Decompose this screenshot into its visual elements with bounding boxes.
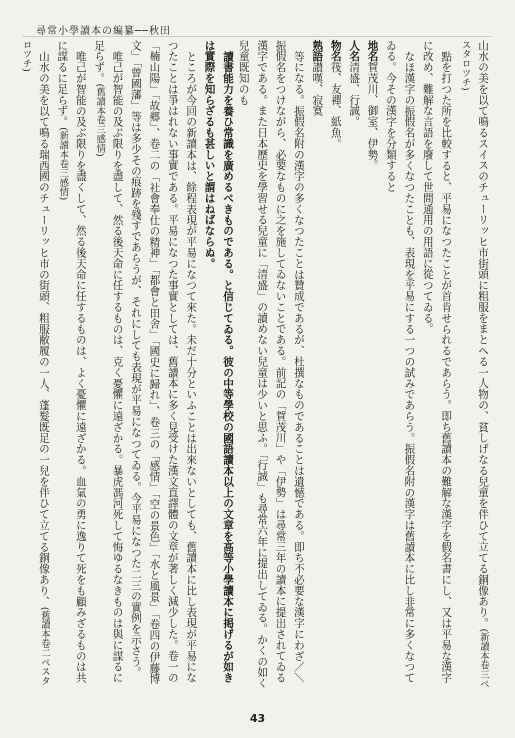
paragraph-text: 山水の美を以て鳴る瑞西國のチューリッヒ市の街頭、粗服敝履の一人、蓬髮既足の一兒を伴ひて立てる銅像あり、 xyxy=(37,50,50,607)
paragraph-statue-new xyxy=(455,40,492,690)
example-words: 清盛、行誠。 xyxy=(348,61,361,128)
paragraph-statue-old xyxy=(16,40,53,690)
right-column xyxy=(237,40,492,690)
citation: (新讀本卷三ペスタロツチ) xyxy=(459,40,489,689)
example-label: 人名 xyxy=(348,40,361,62)
paragraph-opening: 讀書能力を養ひ常識を廣めるべきものである。と信じてゐる。彼の中等學校の國語讀本以上の文章を高等小學讀本に掲げるが如きは實際を知らざるも甚しいと謂はねばならぬ。 xyxy=(203,40,234,683)
example-label: 物名 xyxy=(329,40,342,62)
example-words: 讃嘆、寂寞 xyxy=(311,61,324,117)
paragraph-critique: 等になる。振假名附の漢字の多くなつたことは贊成であるが、杜撰なものであることは遺憾である。即ち不必要な漢字にわざ／＼振假名をつけながら、必要なものに之を施してゐないことである。前記の「賀茂川」や「伊勢」は尋常三年の讀本に提出されてゐる漢字である。また日本歷史を學習せる兒童に「清盛」の讀めない兒童は少いと思ふ。「行誠」も尋常六年に提出してゐる。かくの如く兒童既知のも xyxy=(237,40,305,689)
left-column xyxy=(22,40,237,690)
example-row-idiom xyxy=(308,40,326,690)
example-label: 地名 xyxy=(366,40,379,62)
example-words: 筏、友禪、紙魚。 xyxy=(329,61,342,150)
paragraph-comparison: 點を打つた所を比較すると、平易になつたことが首肯せられるであらう。即ち舊讀本の難解な漢字を假名書にし、又は平易な漢字に改め、難解な言語を廢して世間通用の用語に從つてゐる。 xyxy=(421,40,453,683)
citation: (舊讀本卷二ペスタロツチ) xyxy=(20,40,50,686)
paragraph-quote-new xyxy=(53,40,90,690)
citation: (新讀本卷三感情) xyxy=(57,127,69,201)
paragraph-text: 唯己が智能の及ぶ限りを盡くして、然る後天命に任するものは、よく憂懼に遠ざかる。血氣の勇に逸りて死をも顧みざるものは共に謀るに足らず。 xyxy=(56,40,87,683)
text-frame xyxy=(22,40,492,690)
example-words: 賀茂川、御室、伊勢。 xyxy=(366,61,379,171)
citation: (舊讀本卷三感情) xyxy=(94,83,106,157)
example-row-place xyxy=(363,40,381,690)
paragraph-furigana: なほ漢字の振假名が多くなつたことも、表現を平易にする一つの試みであらう。振假名附の漢字は舊讀本に比し非常に多くなつてゐる。今その漢字を分類すると xyxy=(384,40,416,683)
example-row-object xyxy=(326,40,344,690)
paragraph-text: 唯己が智能の及ぶ限りを盡して、然る後天命に任するものは、克く憂懼に遠ざかる。暴虎馮河死して悔ゆるなきものは與に謀るに足らず。 xyxy=(93,40,124,683)
paragraph-quote-old xyxy=(90,40,127,690)
paragraph-new-reader: ところが今回の新讀本は、餘程表現が平易になつて來た。未だ十分といふことは出來ないとしても、舊讀本に比し表現が平易になつたことは爭はれない事實である。平易になつた事實としては、舊讀本に多く見受けた漢文直譯體の文章が著しく減少した。卷一の「楠山陽」「故郷」、卷二の「社會奉仕の精神」「都會と田舍」「國史に歸れ」、卷三の「感情」「空の景色」「水と風景」「卷四の伊藤博文」「曾國藩」等は多少その痕跡を殘すであらうが、それにしても表現が平易になつてゐる。今平易になつた二三の實例を示さう。 xyxy=(129,40,198,685)
paragraph-text: 山水の美を以て鳴るスイスのチューリッヒ市街頭に粗服をまとへる一人物の、貧しげなる兒童を伴ひて立てる銅像あり。 xyxy=(477,40,489,629)
example-row-person xyxy=(345,40,363,690)
running-head: 尋常小學讀本の編纂──秋田 xyxy=(36,26,172,37)
header-rule xyxy=(22,36,492,37)
page-number: 43 xyxy=(249,712,266,725)
example-label: 熟語 xyxy=(311,40,324,62)
